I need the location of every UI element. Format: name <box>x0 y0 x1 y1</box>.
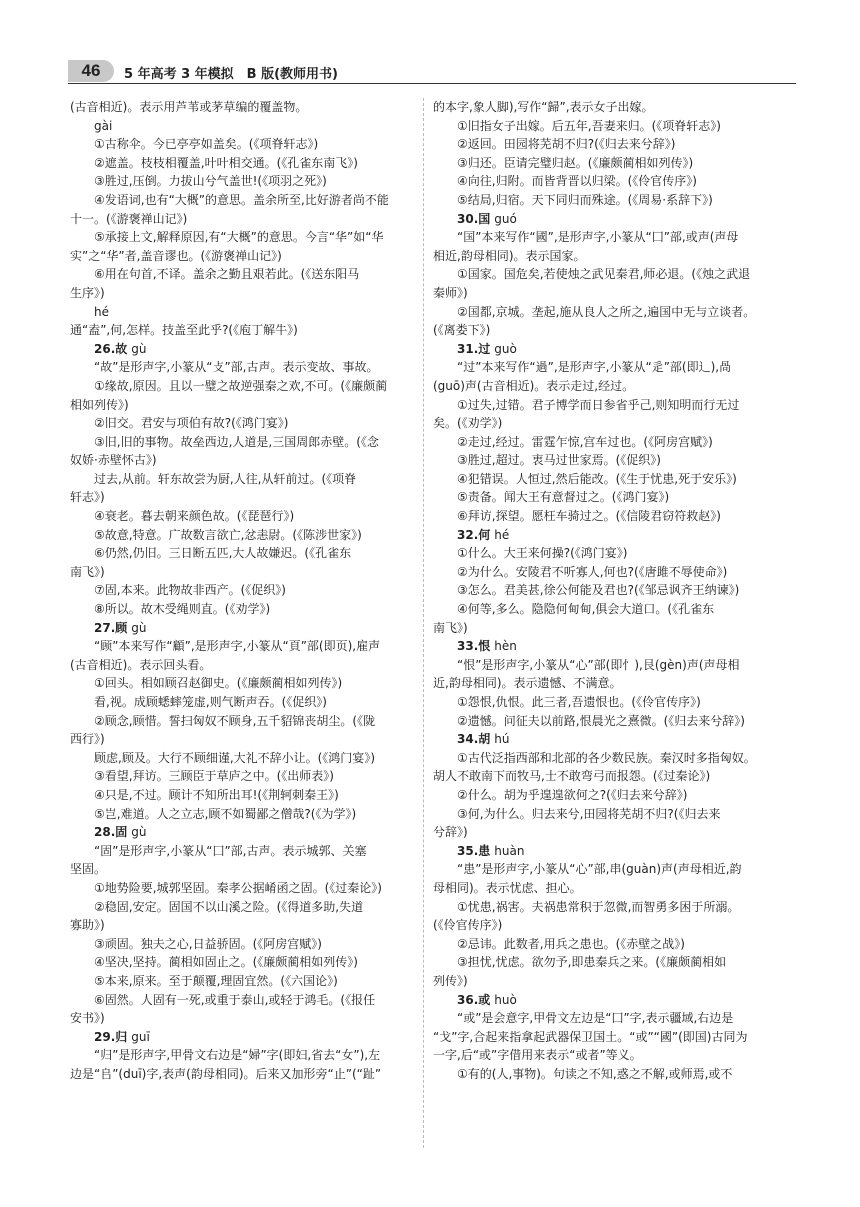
text-line: ②遮盖。枝枝相覆盖,叶叶相交通。(《孔雀东南飞》) <box>94 155 358 170</box>
page-header <box>68 60 796 84</box>
text-line: ④何等,多么。隐隐何甸甸,俱会大道口。(《孔雀东 <box>457 602 715 617</box>
entry-pinyin: guī <box>131 1029 150 1044</box>
text-line: ⑤责备。闻大王有意督过之。(《鸿门宴》) <box>457 490 670 505</box>
text-line: (古音相近)。表示回头看。 <box>70 657 212 672</box>
text-line: “过”本来写作“過”,是形声字,小篆从“辵”部(即辶),咼 <box>457 360 732 375</box>
text-line: ①什么。大王来何操?(《鸿门宴》) <box>457 546 628 561</box>
text-line: “顾”本来写作“顧”,是形声字,小篆从“頁”部(即页),雇声 <box>94 639 381 654</box>
text-line: 南飞》) <box>70 564 105 579</box>
text-line: ④发语词,也有“大概”的意思。盖余所至,比好游者尚不能 <box>94 192 389 207</box>
text-line: 兮辞》) <box>433 825 468 840</box>
text-line: 寡助》) <box>70 918 105 933</box>
text-line: ④衰老。暮去朝来颜色故。(《琵琶行》) <box>94 509 295 524</box>
entry-pinyin: gù <box>131 620 147 635</box>
entry-word: 28.固 <box>94 825 128 840</box>
text-line: ③看望,拜访。三顾臣于草庐之中。(《出师表》) <box>94 769 334 784</box>
text-line: ④只是,不过。顾计不知所出耳!(《荆轲刺秦王》) <box>94 787 339 802</box>
text-line: 奴娇·赤壁怀古》) <box>70 453 157 468</box>
entry-word: 33.恨 <box>457 639 491 654</box>
book-title: 5 年高考 3 年模拟 B 版(教师用书) <box>124 67 338 82</box>
entry-word: 29.归 <box>94 1029 128 1044</box>
text-line: ⑦固,本来。此物故非西产。(《促织》) <box>94 583 286 598</box>
text-line: ⑥仍然,仍旧。三日断五匹,大人故嫌迟。(《孔雀东 <box>94 546 352 561</box>
entry-word: 31.过 <box>457 341 491 356</box>
text-line: 相近,韵母相同)。表示国家。 <box>433 248 586 263</box>
text-line: “国”本来写作“國”,是形声字,小篆从“囗”部,或声(声母 <box>457 230 739 245</box>
text-line: “患”是形声字,小篆从“心”部,串(guàn)声(声母相近,韵 <box>457 862 742 877</box>
text-line: “戈”字,合起来指拿起武器保卫国土。“或”“國”(即国)古同为 <box>433 1029 748 1044</box>
text-line: ②什么。胡为乎遑遑欲何之?(《归去来兮辞》) <box>457 787 688 802</box>
text-line: ⑥拜访,探望。愿枉车骑过之。(《信陵君窃符救赵》) <box>457 509 721 524</box>
text-line: ②国都,京城。垄起,施从良人之所之,遍国中无与立谈者。 <box>457 304 756 319</box>
entry-heading <box>433 842 789 861</box>
text-line: ⑧所以。故木受绳则直。(《劝学》) <box>94 602 271 617</box>
text-line: “归”是形声字,甲骨文右边是“婦”字(即妇,省去“女”),左 <box>94 1048 381 1063</box>
text-line: 母相同)。表示忧虑、担心。 <box>433 880 582 895</box>
text-line: ②顾念,顾惜。誓扫匈奴不顾身,五千貂锦丧胡尘。(《陇 <box>94 713 376 728</box>
text-line: ③胜过,压倒。力拔山兮气盖世!(《项羽之死》) <box>94 174 327 189</box>
text-line: ⑤故意,特意。广故数言欲亡,忿恚尉。(《陈涉世家》) <box>94 527 362 542</box>
text-line: 列传》) <box>433 973 468 988</box>
entry-heading <box>433 526 789 545</box>
text-line: 的本字,象人脚),写作“歸”,表示女子出嫁。 <box>433 100 654 114</box>
text-line: 西行》) <box>70 732 105 747</box>
text-line: ③归还。臣请完璧归赵。(《廉颇蔺相如列传》) <box>457 155 694 170</box>
text-line: ③胜过,超过。衷马过世家焉。(《促织》) <box>457 453 661 468</box>
entry-pinyin: gù <box>131 825 147 840</box>
text-line: (guō)声(古音相近)。表示走过,经过。 <box>433 378 635 393</box>
text-line: 胡人不敢南下而牧马,士不敢弯弓而报怨。(《过秦论》) <box>433 769 711 784</box>
text-line: ③旧,旧的事物。故垒西边,人道是,三国周郎赤壁。(《念 <box>94 434 379 449</box>
entry-word: 26.故 <box>94 341 128 356</box>
text-line: 顾虑,顾及。大行不顾细谨,大礼不辞小让。(《鸿门宴》) <box>94 750 375 765</box>
text-line: ①回头。相如顾召赵御史。(《廉颇蔺相如列传》) <box>94 676 343 691</box>
entry-word: 27.顾 <box>94 620 128 635</box>
text-line: 坚固。 <box>70 862 107 877</box>
column-divider <box>423 98 424 1148</box>
entry-heading <box>433 991 789 1010</box>
text-line: ①忧患,祸害。夫祸患常积于忽微,而智勇多困于所溺。 <box>457 899 740 914</box>
left-column <box>70 98 426 1083</box>
text-line: 相如列传》) <box>70 397 129 412</box>
text-line: 过去,从前。轩东故尝为厨,人往,从轩前过。(《项脊 <box>94 471 357 486</box>
text-line: ⑤本来,原来。至于颠覆,理固宜然。(《六国论》) <box>94 973 338 988</box>
text-line: “固”是形声字,小篆从“囗”部,古声。表示城郭、关塞 <box>94 843 367 858</box>
header-rule <box>68 83 796 84</box>
text-line: “故”是形声字,小篆从“攴”部,古声。表示变故、事故。 <box>94 360 379 375</box>
entry-heading <box>70 340 426 359</box>
text-line: ①有的(人,事物)。句读之不知,惑之不解,或师焉,或不 <box>457 1066 733 1081</box>
text-line: ④向往,归附。而皆背晋以归梁。(《伶官传序》) <box>457 174 697 189</box>
text-line: ⑥用在句首,不译。盖余之勤且艰若此。(《送东阳马 <box>94 267 360 282</box>
entry-heading <box>433 210 789 229</box>
text-line: ①怨恨,仇恨。此三者,吾遗恨也。(《伶官传序》) <box>457 695 701 709</box>
text-line: “恨”是形声字,小篆从“心”部(即忄),艮(gèn)声(声母相 <box>457 657 740 672</box>
text-line: (《伶官传序》) <box>433 918 503 933</box>
text-line: 十一。(《游褒禅山记》) <box>70 211 188 226</box>
text-line: ②稳固,安定。固国不以山溪之险。(《得道多助,失道 <box>94 899 364 914</box>
text-line: ②返回。田园将芜胡不归?(《归去来兮辞》) <box>457 137 676 152</box>
text-line: ②遗憾。问征夫以前路,恨晨光之熹微。(《归去来兮辞》) <box>457 713 745 728</box>
pinyin-line: gài <box>94 118 113 133</box>
text-line: ②旧交。君安与项伯有故?(《鸿门宴》) <box>94 416 289 431</box>
entry-word: 35.患 <box>457 843 491 858</box>
text-line: 生序》) <box>70 285 105 300</box>
pinyin-line: hé <box>94 304 109 319</box>
entry-heading <box>70 1028 426 1047</box>
text-line: ③怎么。君美甚,徐公何能及君也?(《邹忌讽齐王纳谏》) <box>457 583 740 598</box>
text-line: ⑥固然。人固有一死,或重于泰山,或轻于鸿毛。(《报任 <box>94 992 376 1007</box>
entry-pinyin: huò <box>494 992 517 1007</box>
entry-word: 34.胡 <box>457 732 491 747</box>
text-line: 看,视。成顾蟋蟀笼虚,则气断声吞。(《促织》) <box>94 695 327 709</box>
text-line: 南飞》) <box>433 620 468 635</box>
text-line: 近,韵母相同)。表示遗憾、不满意。 <box>433 676 622 691</box>
entry-pinyin: hèn <box>494 639 517 654</box>
entry-word: 30.国 <box>457 211 491 226</box>
text-line: ②走过,经过。雷霆乍惊,宫车过也。(《阿房宫赋》) <box>457 434 713 449</box>
text-line: ①国家。国危矣,若使烛之武见秦君,师必退。(《烛之武退 <box>457 267 751 282</box>
text-line: ③何,为什么。归去来兮,田园将芜胡不归?(《归去来 <box>457 806 721 821</box>
text-line: 秦师》) <box>433 285 468 300</box>
page-number: 46 <box>68 60 114 82</box>
text-line: 矣。(《劝学》) <box>433 416 503 431</box>
text-line: ⑤承接上文,解释原因,有“大概”的意思。今言“华”如“华 <box>94 230 384 245</box>
entry-pinyin: gù <box>131 341 147 356</box>
text-line: ①古代泛指西部和北部的各少数民族。秦汉时多指匈奴。 <box>457 750 756 765</box>
text-line: 轩志》) <box>70 490 105 505</box>
text-line: ④犯错误。人恒过,然后能改。(《生于忧患,死于安乐》) <box>457 471 737 486</box>
text-line: ①地势险要,城郭坚固。秦孝公据崤函之固。(《过秦论》) <box>94 880 382 895</box>
text-line: ①旧指女子出嫁。后五年,吾妻来归。(《项脊轩志》) <box>457 118 721 133</box>
text-line: (古音相近)。表示用芦苇或茅草编的覆盖物。 <box>70 100 308 114</box>
text-line: 通“盍”,何,怎样。技盖至此乎?(《庖丁解牛》) <box>70 323 298 338</box>
text-line: 实”之“华”者,盖音谬也。(《游褒禅山记》) <box>70 248 282 263</box>
text-line: 一字,后“或”字借用来表示“或者”等义。 <box>433 1048 642 1063</box>
text-line: ⑤岂,难道。人之立志,顾不如蜀鄙之僧哉?(《为学》) <box>94 806 357 821</box>
entry-heading <box>433 340 789 359</box>
text-line: ①缘故,原因。且以一璧之故逆强秦之欢,不可。(《廉颇蔺 <box>94 378 388 393</box>
text-line: ②忌讳。此数者,用兵之患也。(《赤壁之战》) <box>457 936 685 951</box>
text-line: ①过失,过错。君子博学而日参省乎己,则知明而行无过 <box>457 397 740 412</box>
entry-word: 36.或 <box>457 992 491 1007</box>
text-line: ③顽固。独夫之心,日益骄固。(《阿房宫赋》) <box>94 936 322 951</box>
entry-heading <box>70 823 426 842</box>
text-line: ③担忧,忧虑。欲勿予,即患秦兵之来。(《廉颇蔺相如 <box>457 955 727 970</box>
entry-heading <box>433 730 789 749</box>
text-line: ⑤结局,归宿。天下同归而殊途。(《周易·系辞下》) <box>457 192 713 207</box>
text-line: 边是“𠂤”(duī)字,表声(韵母相同)。后来又加形旁“止”(“趾” <box>70 1066 382 1081</box>
entry-heading <box>70 619 426 638</box>
entry-pinyin: huàn <box>494 843 525 858</box>
entry-pinyin: hé <box>494 527 510 542</box>
text-line: ②为什么。安陵君不听寡人,何也?(《唐雎不辱使命》) <box>457 564 728 579</box>
text-line: “或”是会意字,甲骨文左边是“囗”字,表示疆域,右边是 <box>457 1011 734 1026</box>
entry-heading <box>433 637 789 656</box>
text-line: 安书》) <box>70 1011 105 1026</box>
entry-word: 32.何 <box>457 527 491 542</box>
entry-pinyin: guó <box>494 211 517 226</box>
right-column <box>433 98 789 1083</box>
entry-pinyin: guò <box>494 341 517 356</box>
entry-pinyin: hú <box>494 732 510 747</box>
text-line: ①古称伞。今已亭亭如盖矣。(《项脊轩志》) <box>94 137 319 152</box>
text-line: ④坚决,坚持。蔺相如固止之。(《廉颇蔺相如列传》) <box>94 955 358 970</box>
text-line: (《离娄下》) <box>433 323 491 338</box>
